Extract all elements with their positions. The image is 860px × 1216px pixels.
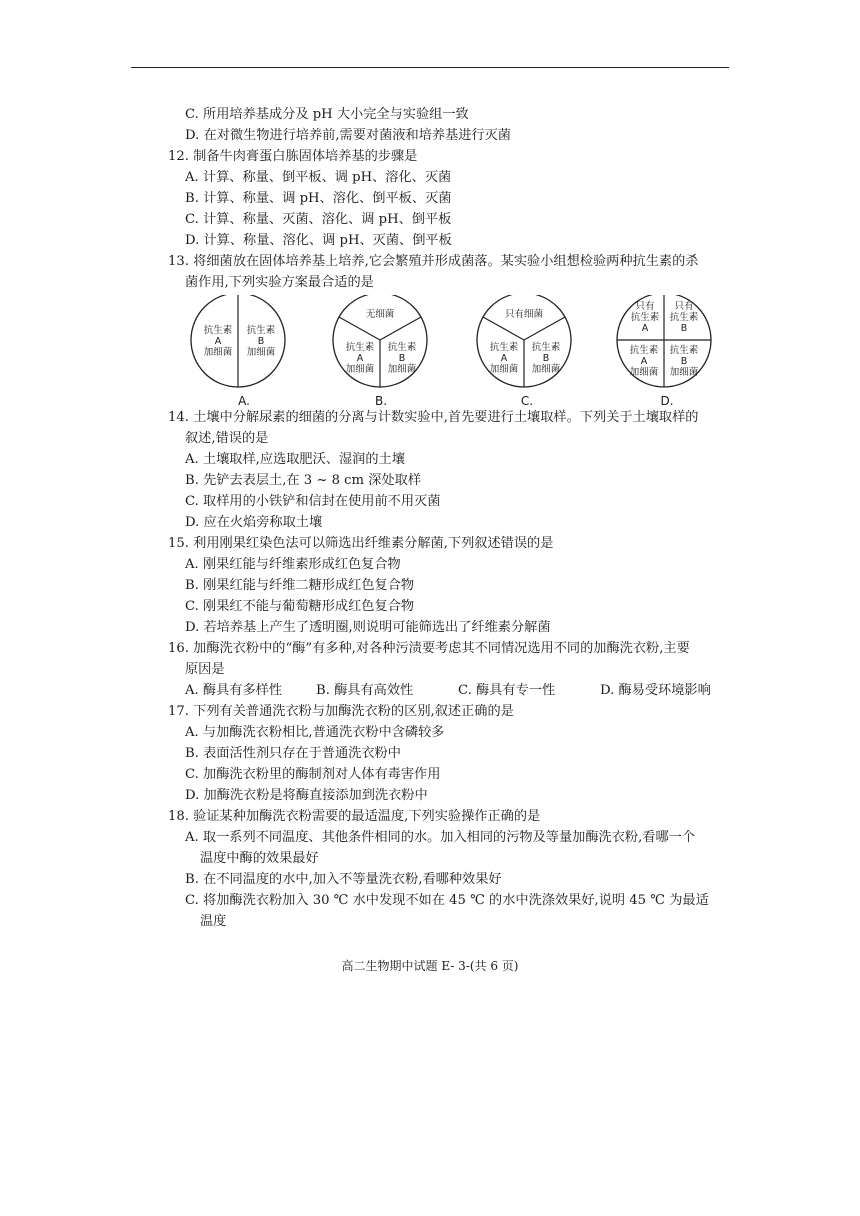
diagram-c-left-2: A [500, 353, 508, 364]
diagram-d-br-1: 抗生素 [669, 345, 699, 356]
answer-option: D. 计算、称量、溶化、调 pH、灭菌、倒平板 [185, 233, 452, 248]
diagram-c-left-3: 加细菌 [489, 364, 519, 375]
diagram-a-left-3: 加细菌 [203, 347, 233, 358]
diagram-c-right-2: B [542, 353, 550, 364]
answer-option: B. 刚果红能与纤维二糖形成红色复合物 [185, 578, 415, 593]
page-footer: 高二生物期中试题 E- 3-(共 6 页) [341, 959, 519, 973]
diagram-a-right-3: 加细菌 [246, 347, 276, 358]
q16-option-b: B. 酶具有高效性 [316, 683, 414, 698]
q16-options-row [168, 680, 730, 701]
question-stem: 15. 利用刚果红染色法可以筛选出纤维素分解菌,下列叙述错误的是 [168, 536, 554, 551]
diagram-a [191, 295, 285, 407]
diagram-c-left-1: 抗生素 [489, 342, 519, 353]
answer-option: B. 先铲去表层土,在 3 ~ 8 cm 深处取样 [185, 473, 422, 488]
q16-option-d: D. 酶易受环境影响 [600, 683, 711, 698]
question-stem: 18. 验证某种加酶洗衣粉需要的最适温度,下列实验操作正确的是 [168, 809, 541, 824]
diagram-d-bl-2: A [640, 356, 648, 367]
diagram-c-right-3: 加细菌 [531, 364, 561, 375]
text-line: 温度 [200, 914, 227, 929]
text-line: 菌作用,下列实验方案最合适的是 [185, 275, 374, 290]
answer-option: B. 表面活性剂只存在于普通洗衣粉中 [185, 746, 401, 761]
diagram-b-left-2: A [356, 353, 364, 364]
answer-option: C. 计算、称量、灭菌、溶化、调 pH、倒平板 [185, 212, 452, 227]
question-stem: 14. 土壤中分解尿素的细菌的分离与计数实验中,首先要进行土壤取样。下列关于土壤取样的 [168, 410, 699, 425]
answer-option: C. 所用培养基成分及 pH 大小完全与实验组一致 [185, 107, 469, 122]
answer-option: D. 应在火焰旁称取土壤 [185, 515, 323, 530]
diagram-c-letter: C. [520, 394, 534, 407]
diagram-d-bl-3: 加细菌 [629, 367, 659, 378]
question-stem: 13. 将细菌放在固体培养基上培养,它会繁殖并形成菌落。某实验小组想检验两种抗生素的杀 [168, 254, 699, 269]
diagram-b [333, 295, 427, 407]
diagram-d-tr-1: 只有 [674, 301, 694, 312]
answer-option: A. 刚果红能与纤维素形成红色复合物 [185, 557, 401, 572]
diagram-a-letter: A. [238, 394, 250, 407]
diagram-a-right-1: 抗生素 [246, 325, 276, 336]
question-stem: 16. 加酶洗衣粉中的“酶”有多种,对各种污渍要考虑其不同情况选用不同的加酶洗衣粉,主要 [168, 641, 690, 656]
header-rule [131, 67, 729, 68]
q13-diagrams [168, 295, 730, 407]
diagram-b-letter: B. [374, 394, 388, 407]
diagram-d-tr-3: B [680, 323, 688, 334]
answer-option: C. 将加酶洗衣粉加入 30 ℃ 水中发现不如在 45 ℃ 的水中洗涤效果好,说明 45 ℃ 为最适 [185, 893, 709, 908]
exam-page [168, 104, 730, 932]
diagram-a-right-2: B [257, 336, 265, 347]
text-line: 叙述,错误的是 [185, 431, 269, 446]
diagram-d-br-2: B [680, 356, 688, 367]
diagram-d-tl-2: 抗生素 [630, 312, 660, 323]
answer-option: A. 取一系列不同温度、其他条件相同的水。加入相同的污物及等量加酶洗衣粉,看哪一个 [185, 830, 696, 845]
diagram-b-right-2: B [398, 353, 406, 364]
text-line: 原因是 [185, 662, 225, 677]
diagram-c-right-1: 抗生素 [531, 342, 561, 353]
answer-option: B. 计算、称量、调 pH、溶化、倒平板、灭菌 [185, 191, 452, 206]
diagram-d-tr-2: 抗生素 [669, 312, 699, 323]
diagram-d [617, 295, 711, 407]
diagram-b-top: 无细菌 [365, 309, 395, 320]
petri-dish-figures [0, 295, 860, 407]
answer-option: C. 加酶洗衣粉里的酶制剂对人体有毒害作用 [185, 767, 441, 782]
diagram-d-tl-3: A [641, 323, 649, 334]
answer-option: A. 计算、称量、倒平板、调 pH、溶化、灭菌 [185, 170, 452, 185]
answer-option: A. 土壤取样,应选取肥沃、湿润的土壤 [185, 452, 405, 467]
answer-option: C. 刚果红不能与葡萄糖形成红色复合物 [185, 599, 415, 614]
question-block-middle [168, 407, 730, 680]
question-block-top [168, 104, 730, 293]
question-stem: 12. 制备牛肉膏蛋白胨固体培养基的步骤是 [168, 149, 418, 164]
diagram-c [477, 295, 571, 407]
diagram-a-left-1: 抗生素 [203, 325, 233, 336]
diagram-b-right-1: 抗生素 [387, 342, 417, 353]
diagram-c-top: 只有细菌 [504, 309, 544, 320]
diagram-d-tl-1: 只有 [635, 301, 655, 312]
q16-option-a: A. 酶具有多样性 [185, 683, 283, 698]
answer-option: D. 加酶洗衣粉是将酶直接添加到洗衣粉中 [185, 788, 428, 803]
answer-option: B. 在不同温度的水中,加入不等量洗衣粉,看哪种效果好 [185, 872, 502, 887]
diagram-a-left-2: A [214, 336, 222, 347]
diagram-d-letter: D. [660, 394, 674, 407]
diagram-d-bl-1: 抗生素 [629, 345, 659, 356]
answer-option: D. 若培养基上产生了透明圈,则说明可能筛选出了纤维素分解菌 [185, 620, 551, 635]
q16-option-c: C. 酶具有专一性 [458, 683, 556, 698]
diagram-b-right-3: 加细菌 [387, 364, 417, 375]
diagram-b-left-3: 加细菌 [345, 364, 375, 375]
diagram-b-left-1: 抗生素 [345, 342, 375, 353]
answer-option: A. 与加酶洗衣粉相比,普通洗衣粉中含磷较多 [185, 725, 445, 740]
diagram-d-br-3: 加细菌 [669, 367, 699, 378]
question-block-bottom [168, 701, 730, 932]
question-stem: 17. 下列有关普通洗衣粉与加酶洗衣粉的区别,叙述正确的是 [168, 704, 514, 719]
answer-option: C. 取样用的小铁铲和信封在使用前不用灭菌 [185, 494, 441, 509]
answer-option: D. 在对微生物进行培养前,需要对菌液和培养基进行灭菌 [185, 128, 511, 143]
text-line: 温度中酶的效果最好 [200, 851, 319, 866]
